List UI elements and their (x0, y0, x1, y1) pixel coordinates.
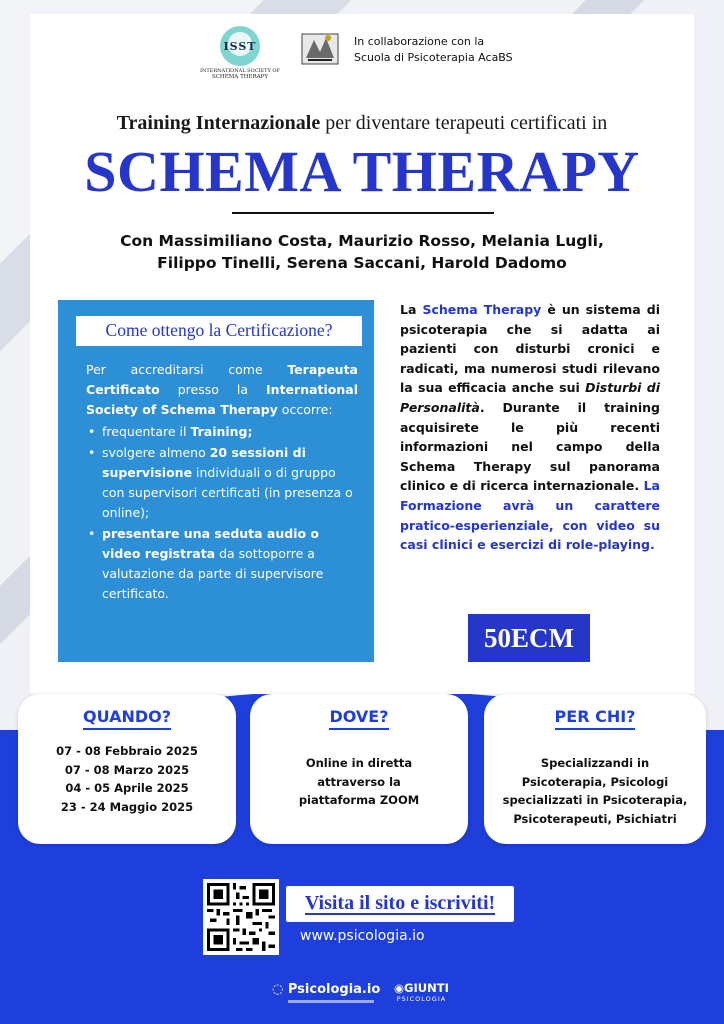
perchi-line: Specializzandi in (540, 756, 650, 770)
website-link[interactable]: www.psicologia.io (300, 928, 425, 944)
pre-title-bold: Training Internazionale (116, 112, 321, 134)
perchi-line: Psicoterapia, Psicologi (521, 774, 669, 789)
title-divider (232, 212, 494, 214)
list-item (86, 422, 358, 442)
giunti-sub: PSICOLOGIA (396, 995, 447, 1003)
list-item (86, 524, 358, 604)
dove-line: piattaforma ZOOM (298, 793, 420, 807)
ecm-badge: 50ECM (468, 614, 590, 662)
date-item: 04 - 05 Aprile 2025 (65, 781, 189, 795)
trainers (60, 230, 664, 274)
card-perchi-title: PER CHI? (555, 708, 636, 730)
date-item: 23 - 24 Maggio 2025 (60, 799, 194, 814)
pre-title (0, 112, 724, 135)
card-quando-title: QUANDO? (83, 708, 171, 730)
isst-badge: ISST (220, 26, 260, 66)
desc-italic: Disturbi di Personalità (400, 380, 660, 415)
certification-intro (86, 360, 358, 420)
intro-text-2: presso la (159, 382, 267, 397)
desc-highlight-2: La Formazione avrà un carattere pratico-esperienziale, con video su casi clinici e esercizi di role-playing. (400, 478, 660, 553)
signup-button-label: Visita il sito e iscriviti! (304, 892, 496, 914)
collaboration-text (354, 34, 513, 66)
certification-box (58, 300, 374, 662)
date-item: 07 - 08 Marzo 2025 (64, 762, 190, 777)
collab-line1: In collaborazione con la (354, 35, 485, 48)
intro-bold-2: International Society of Schema Therapy (86, 382, 358, 417)
card-dove-body (250, 754, 468, 810)
item2-text-2: individuali o di gruppo con supervisori certificati (in presenza o online); (102, 465, 353, 520)
item1-text: frequentare il (102, 424, 191, 439)
intro-text-3: occorre: (277, 402, 333, 417)
psicologia-tagline-bar (288, 1000, 374, 1003)
main-title: SCHEMA THERAPY (84, 139, 640, 204)
isst-name-line1: INTERNATIONAL SOCIETY OF (200, 68, 280, 74)
perchi-line: Psicoterapeuti, Psichiatri (513, 811, 677, 826)
certification-list (86, 422, 358, 604)
brain-icon: ◌ (272, 982, 288, 997)
card-perchi (484, 694, 706, 844)
dove-line: attraverso la (317, 774, 401, 789)
qr-code-icon (207, 883, 275, 951)
qr-code[interactable] (203, 879, 279, 955)
trainers-line2: Filippo Tinelli, Serena Saccani, Harold Dadomo (157, 254, 567, 272)
psicologia-logo (272, 982, 380, 997)
card-dove (250, 694, 468, 844)
date-item: 07 - 08 Febbraio 2025 (56, 744, 198, 758)
desc-text-2: è un sistema di psicoterapia che si adatta ai pazienti con disturbi cronici e radicati, ma numerosi studi rilevano la sua efficacia anche sui (400, 302, 660, 396)
intro-text-1: Per accreditarsi come (86, 362, 288, 377)
card-quando-body (18, 742, 236, 816)
item1-bold: Training; (190, 424, 253, 439)
perchi-line: specializzati in Psicoterapia, (502, 793, 688, 807)
desc-highlight-1: Schema Therapy (422, 302, 542, 317)
collab-line2: Scuola di Psicoterapia AcaBS (354, 51, 513, 64)
giunti-mark-icon: ◉ (394, 981, 405, 995)
giunti-name (394, 982, 449, 995)
description (400, 300, 660, 555)
item3-text: da sottoporre a valutazione da parte di supervisore certificato. (102, 546, 324, 601)
certification-heading: Come ottengo la Certificazione? (76, 316, 362, 346)
card-perchi-body (484, 754, 706, 828)
list-item (86, 443, 358, 523)
isst-name-line2: SCHEMA THERAPY (211, 74, 269, 80)
dove-line: Online in diretta (305, 756, 413, 770)
isst-logo (200, 26, 280, 78)
item2-bold: 20 sessioni di supervisione (102, 445, 306, 480)
desc-text-3: . Durante il training acquisirete le più recenti informazioni nel campo della Schema Therapy sul panorama clinico e di ricerca internazionale. (400, 399, 660, 494)
card-quando (18, 694, 236, 844)
pre-title-rest: per diventare terapeuti certificati in (320, 112, 608, 134)
desc-text-1: La (400, 302, 423, 317)
intro-bold-1: Terapeuta Certificato (86, 362, 358, 397)
signup-button[interactable] (286, 886, 514, 922)
item2-text: svolgere almeno (102, 445, 210, 460)
psicologia-name: Psicologia.io (287, 982, 381, 997)
giunti-text: GIUNTI (404, 981, 449, 995)
giunti-logo (394, 982, 449, 1003)
acabs-logo (300, 28, 340, 68)
trainers-line1: Con Massimiliano Costa, Maurizio Rosso, Melania Lugli, (120, 232, 604, 250)
item3-bold: presentare una seduta audio o video registrata (102, 526, 320, 561)
card-dove-title: DOVE? (329, 708, 388, 730)
